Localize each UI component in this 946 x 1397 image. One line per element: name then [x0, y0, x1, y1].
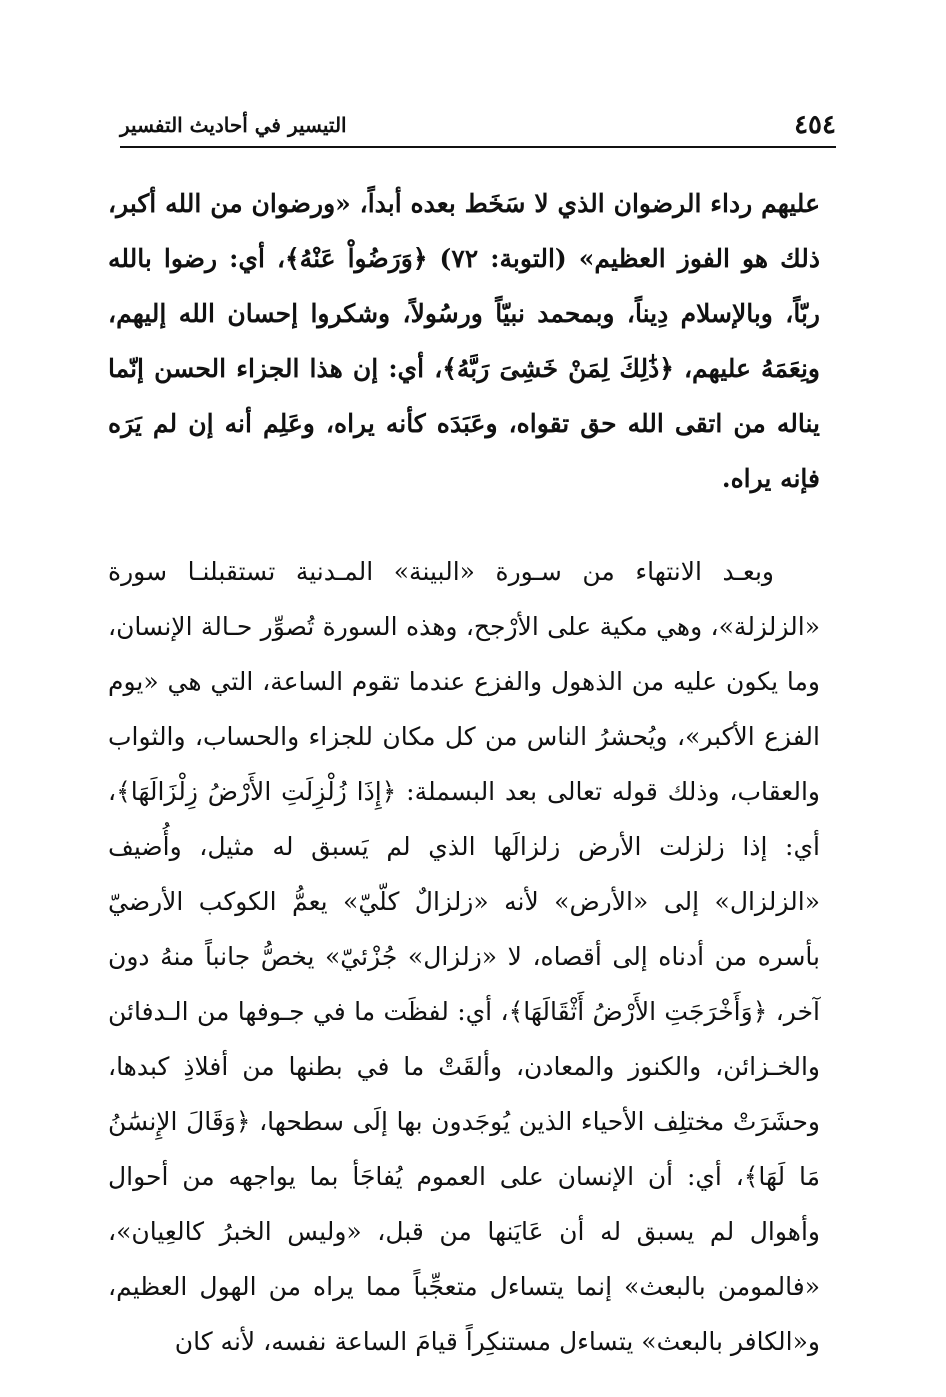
- paragraph-continuation: عليهم رداء الرضوان الذي لا سَخَط بعده أبداً، «ورضوان من الله أكبر، ذلك هو الفوز العظيم» (التوبة: ٧٢) ﴿وَرَضُواْ عَنْهُ﴾، أي: رضوا بالله ربّاً، وبالإسلام دِيناً، وبمحمد نبيّاً ورسُولاً، وشكروا إحسان الله إليهم، ونِعَمَهُ عليهم، ﴿ذَٰلِكَ لِمَنْ خَشِىَ رَبَّهُ﴾، أي: إن هذا الجزاء الحسن إنّما يناله من اتقى الله حق تقواه، وعَبَدَه كأنه يراه، وعَلِم أنه إن لم يَرَه فإنه يراه.: [108, 189, 820, 493]
- paragraph-zalzala-intro: وبعـد الانتهاء من سـورة «البينة» المـدنية تستقبلنـا سورة «الزلزلة»، وهي مكية على الأرْجح، وهذه السورة تُصوِّر حـالة الإنسان، وما يكون عليه من الذهول والفزع عندما تقوم الساعة، التي هي «يوم الفزع الأكبر»، ويُحشرُ الناس من كل مكان للجزاء والحساب، والثواب والعقاب، وذلك قوله تعالى بعد البسملة: ﴿إِذَا زُلْزِلَتِ الأَرْضُ زِلْزَالَهَا﴾، أي: إذا زلزلت الأرض زلزالَها الذي لم يَسبق له مثيل، وأُضيف «الزلزال» إلى «الأرض» لأنه «زلزالٌ كلّيّ» يعمُّ الكوكب الأرضيّ بأسره من أدناه إلى أقصاه، لا «زلزال» جُزْئيّ» يخصُّ جانباً منهُ دون آخر، ﴿وَأَخْرَجَتِ الأَرْضُ أَثْقَالَهَا﴾، أي: لفظَت ما في جـوفها من الـدفائن والخـزائن، والكنوز والمعادن، وألقَتْ ما في بطنها من أفلاذِ كبدها، وحشَرَتْ مختلِف الأحياء الذين يُوجَدون بها إلَى سطحها، ﴿وَقَالَ الإِنسَٰنُ مَا لَهَا﴾، أي: أن الإنسان على العموم يُفاجَأ بما يواجهه من أحوال وأهوال لم يسبق له أن عَايَنها من قبل، «وليس الخبرُ كالعِيان»، «فالمومن بالبعث» إنما يتساءل متعجِّباً مما يراه من الهول العظيم، و«الكافر بالبعث» يتساءل مستنكِراً قيامَ الساعة نفسه، لأنه كان: [108, 557, 821, 1356]
- page-number: ٤٥٤: [794, 110, 836, 140]
- header-divider: [120, 146, 836, 148]
- body-text: [108, 176, 820, 1369]
- page-header: [120, 108, 836, 142]
- running-title: التيسير في أحاديث التفسير: [120, 113, 347, 137]
